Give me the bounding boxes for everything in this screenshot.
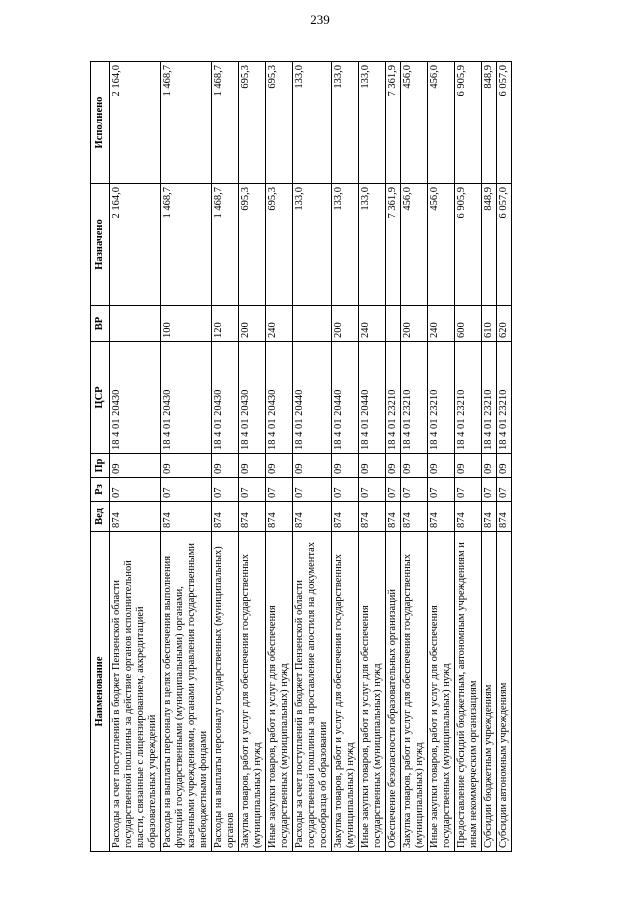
header-vr: ВР [91,306,110,342]
cell-ved: 874 [482,502,497,532]
cell-nazn: 7 361,9 [386,184,401,306]
header-name: Наименование [91,532,110,852]
header-nazn: Назначено [91,184,110,306]
cell-isp: 1 468,7 [161,62,212,184]
cell-isp: 1 468,7 [212,62,239,184]
cell-isp: 133,0 [293,62,332,184]
cell-vr: 240 [266,306,293,342]
cell-nazn: 1 468,7 [212,184,239,306]
cell-csr: 18 4 01 23210 [497,342,512,454]
cell-nazn: 133,0 [332,184,359,306]
cell-ved: 874 [359,502,386,532]
cell-name: Иные закупки товаров, работ и услуг для обеспечения государственных (муниципальных) нужд [428,532,455,852]
cell-ved: 874 [266,502,293,532]
budget-table [90,61,512,852]
cell-name: Субсидии бюджетным учреждениям [482,532,497,852]
cell-pr: 09 [386,454,401,478]
cell-pr: 09 [212,454,239,478]
cell-ved: 874 [455,502,482,532]
cell-nazn: 848,9 [482,184,497,306]
cell-csr: 18 4 01 23210 [455,342,482,454]
cell-isp: 6 057,0 [497,62,512,184]
cell-isp: 695,3 [239,62,266,184]
cell-name: Закупка товаров, работ и услуг для обеспечения государственных (муниципальных) нужд [401,532,428,852]
cell-name: Расходы на выплаты персоналу государственных (муниципальных) органов [212,532,239,852]
cell-csr: 18 4 01 23210 [482,342,497,454]
cell-rz: 07 [428,478,455,502]
cell-rz: 07 [497,478,512,502]
cell-rz: 07 [161,478,212,502]
cell-ved: 874 [212,502,239,532]
table-row [212,62,239,852]
cell-name: Субсидии автономным учреждениям [497,532,512,852]
cell-ved: 874 [428,502,455,532]
header-rz: Рз [91,478,110,502]
cell-vr: 200 [239,306,266,342]
cell-csr: 18 4 01 20440 [332,342,359,454]
table-row [332,62,359,852]
table-row [455,62,482,852]
cell-pr: 09 [455,454,482,478]
cell-csr: 18 4 01 23210 [428,342,455,454]
cell-vr: 200 [401,306,428,342]
header-csr: ЦСР [91,342,110,454]
cell-ved: 874 [161,502,212,532]
cell-nazn: 133,0 [293,184,332,306]
cell-pr: 09 [482,454,497,478]
cell-name: Обеспечение безопасности образовательных организаций [386,532,401,852]
cell-vr: 620 [497,306,512,342]
cell-vr: 240 [359,306,386,342]
cell-rz: 07 [239,478,266,502]
cell-vr [386,306,401,342]
cell-nazn: 2 164,0 [110,184,161,306]
cell-ved: 874 [401,502,428,532]
table-row [293,62,332,852]
cell-name: Закупка товаров, работ и услуг для обеспечения государственных (муниципальных) нужд [239,532,266,852]
cell-name: Закупка товаров, работ и услуг для обеспечения государственных (муниципальных) нужд [332,532,359,852]
cell-isp: 456,0 [428,62,455,184]
cell-vr: 200 [332,306,359,342]
cell-csr: 18 4 01 20430 [239,342,266,454]
cell-rz: 07 [332,478,359,502]
cell-csr: 18 4 01 20430 [161,342,212,454]
cell-ved: 874 [239,502,266,532]
cell-csr: 18 4 01 20430 [212,342,239,454]
cell-isp: 133,0 [332,62,359,184]
table-row [482,62,497,852]
table-row [239,62,266,852]
header-ved: Вед [91,502,110,532]
table-row [359,62,386,852]
cell-nazn: 695,3 [266,184,293,306]
cell-nazn: 6 905,9 [455,184,482,306]
table-row [401,62,428,852]
table-row [266,62,293,852]
cell-ved: 874 [497,502,512,532]
cell-nazn: 6 057,0 [497,184,512,306]
cell-rz: 07 [293,478,332,502]
cell-vr: 600 [455,306,482,342]
header-pr: Пр [91,454,110,478]
cell-pr: 09 [332,454,359,478]
cell-isp: 133,0 [359,62,386,184]
cell-rz: 07 [359,478,386,502]
cell-pr: 09 [359,454,386,478]
cell-vr: 100 [161,306,212,342]
page-number: 239 [310,12,330,27]
cell-rz: 07 [386,478,401,502]
cell-rz: 07 [401,478,428,502]
cell-rz: 07 [482,478,497,502]
table-row [386,62,401,852]
header-isp: Исполнено [91,62,110,184]
cell-name: Расходы на выплаты персоналу в целях обеспечения выполнения функций государственными (муниципальными) органами, казенными учреждениями, органами управления государственными внебюджетными фондами [161,532,212,852]
cell-csr: 18 4 01 20440 [293,342,332,454]
cell-ved: 874 [332,502,359,532]
cell-rz: 07 [110,478,161,502]
cell-csr: 18 4 01 20440 [359,342,386,454]
cell-rz: 07 [212,478,239,502]
cell-name: Иные закупки товаров, работ и услуг для обеспечения государственных (муниципальных) нужд [359,532,386,852]
cell-csr: 18 4 01 20430 [110,342,161,454]
cell-ved: 874 [293,502,332,532]
table-header-row [91,62,110,852]
cell-ved: 874 [386,502,401,532]
cell-nazn: 1 468,7 [161,184,212,306]
cell-pr: 09 [401,454,428,478]
cell-vr [293,306,332,342]
cell-ved: 874 [110,502,161,532]
cell-csr: 18 4 01 23210 [401,342,428,454]
cell-pr: 09 [161,454,212,478]
cell-rz: 07 [455,478,482,502]
cell-vr: 240 [428,306,455,342]
cell-isp: 7 361,9 [386,62,401,184]
cell-nazn: 456,0 [401,184,428,306]
cell-pr: 09 [293,454,332,478]
cell-rz: 07 [266,478,293,502]
cell-vr [110,306,161,342]
cell-csr: 18 4 01 23210 [386,342,401,454]
cell-pr: 09 [239,454,266,478]
table-body [110,62,512,852]
cell-pr: 09 [110,454,161,478]
cell-nazn: 456,0 [428,184,455,306]
cell-vr: 610 [482,306,497,342]
table-row [161,62,212,852]
cell-isp: 848,9 [482,62,497,184]
cell-nazn: 133,0 [359,184,386,306]
cell-vr: 120 [212,306,239,342]
cell-isp: 6 905,9 [455,62,482,184]
cell-name: Предоставление субсидий бюджетным, автономным учреждениям и иным некоммерческим организациям [455,532,482,852]
table-row [428,62,455,852]
cell-name: Расходы за счет поступлений в бюджет Пензенской области государственной пошлины за действие органов исполнительной власти, связанные с лицензированием, аккредитацией образовательных учреждений [110,532,161,852]
cell-isp: 456,0 [401,62,428,184]
table-row [110,62,161,852]
cell-name: Расходы за счет поступлений в бюджет Пензенской области государственной пошлины за проставление апостиля на документах госообразца об образовании [293,532,332,852]
cell-name: Иные закупки товаров, работ и услуг для обеспечения государственных (муниципальных) нужд [266,532,293,852]
cell-isp: 695,3 [266,62,293,184]
cell-pr: 09 [497,454,512,478]
rotated-table-container [90,62,547,852]
cell-isp: 2 164,0 [110,62,161,184]
cell-pr: 09 [266,454,293,478]
cell-nazn: 695,3 [239,184,266,306]
cell-csr: 18 4 01 20430 [266,342,293,454]
table-row [497,62,512,852]
cell-pr: 09 [428,454,455,478]
